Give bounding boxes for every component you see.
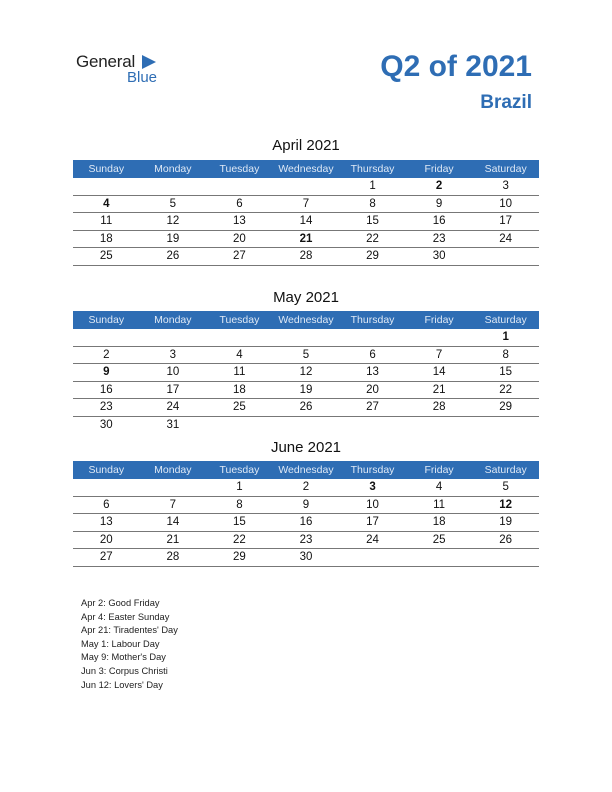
holiday-item: May 9: Mother's Day [81,652,166,663]
calendar-day: 2 [73,346,140,364]
calendar-day: 15 [472,364,539,382]
calendar-day: 1 [206,479,273,496]
calendar-day: 15 [339,213,406,231]
calendar-day: 11 [406,496,473,514]
calendar-day: 30 [99,418,113,431]
calendar-day: 28 [406,399,473,417]
calendar-day: 12 [273,364,340,382]
calendar-empty-cell [472,416,539,433]
calendar-day-holiday: 9 [73,364,140,382]
calendar-day: 16 [73,381,140,399]
calendar-day: 27 [339,399,406,417]
calendar-empty-cell [273,178,340,195]
calendar-day: 4 [206,346,273,364]
holiday-item: Apr 21: Tiradentes' Day [81,625,178,636]
calendar-day: 6 [339,346,406,364]
weekday-header-friday: Friday [406,160,473,178]
calendar-day: 24 [140,399,207,417]
calendar-day: 16 [273,514,340,532]
holiday-item: Jun 12: Lovers' Day [81,679,163,690]
calendar-day: 23 [406,230,473,248]
calendar-day: 1 [339,178,406,195]
weekday-header-saturday: Saturday [472,461,539,479]
calendar-week-row [73,531,539,549]
calendar-day: 28 [140,549,207,567]
calendar-week-row [73,230,539,248]
weekday-header-sunday: Sunday [73,160,140,178]
calendar-day: 14 [406,364,473,382]
calendar-day: 5 [140,195,207,213]
calendar-day: 20 [206,230,273,248]
calendar-empty-cell [406,549,473,567]
calendar-empty-cell [339,416,406,433]
calendar-day-holiday: 1 [472,329,539,346]
calendar-day: 21 [406,381,473,399]
calendar-day: 3 [472,178,539,195]
calendar-empty-cell [406,416,473,433]
calendar-may [73,311,539,433]
calendar-empty-cell [273,416,340,433]
calendar-empty-cell [339,549,406,567]
calendar-day: 29 [339,248,406,266]
weekday-header-tuesday: Tuesday [206,461,273,479]
calendar-day: 26 [140,248,207,266]
calendar-day: 25 [73,248,140,266]
calendar-day: 9 [273,496,340,514]
holiday-item: Jun 3: Corpus Christi [81,665,168,676]
calendar-day: 27 [206,248,273,266]
calendar-day: 16 [406,213,473,231]
calendar-day: 8 [472,346,539,364]
calendar-week-row [73,514,539,532]
calendar-day: 6 [206,195,273,213]
calendar-empty-cell [73,329,140,346]
calendar-week-row [73,195,539,213]
calendar-day: 13 [339,364,406,382]
calendar-day: 22 [339,230,406,248]
weekday-header-wednesday: Wednesday [273,311,340,329]
calendar-day: 22 [472,381,539,399]
calendar-day: 14 [273,213,340,231]
calendar-day: 13 [73,514,140,532]
calendar-day: 8 [206,496,273,514]
logo-text-blue: Blue [127,69,158,86]
weekday-header-tuesday: Tuesday [206,160,273,178]
calendar-day: 19 [472,514,539,532]
calendar-week-row [73,178,539,195]
calendar-day: 5 [273,346,340,364]
calendar-day: 24 [339,531,406,549]
calendar-week-row [73,213,539,231]
weekday-header-thursday: Thursday [339,461,406,479]
calendar-day: 25 [406,531,473,549]
calendar-day: 24 [472,230,539,248]
month-title-may: May 2021 [273,289,339,306]
calendar-day: 17 [339,514,406,532]
calendar-day: 11 [206,364,273,382]
calendar-week-row [73,364,539,382]
weekday-header-wednesday: Wednesday [273,160,340,178]
calendar-week-row [73,479,539,496]
calendar-day: 20 [73,531,140,549]
country-name: Brazil [480,92,532,113]
calendar-day: 13 [206,213,273,231]
calendar-day: 10 [339,496,406,514]
calendar-day: 10 [140,364,207,382]
weekday-header-wednesday: Wednesday [273,461,340,479]
calendar-day: 5 [472,479,539,496]
calendar-day: 17 [472,213,539,231]
calendar-day: 26 [472,531,539,549]
calendar-week-row [73,381,539,399]
weekday-header-saturday: Saturday [472,160,539,178]
calendar-day: 26 [273,399,340,417]
calendar-day: 2 [273,479,340,496]
calendar-week-row [73,416,539,433]
calendar-day: 6 [73,496,140,514]
holiday-item: May 1: Labour Day [81,638,160,649]
calendar-day-holiday: 12 [472,496,539,514]
holiday-item: Apr 4: Easter Sunday [81,611,170,622]
calendar-week-row [73,248,539,266]
calendar-day: 4 [406,479,473,496]
calendar-empty-cell [472,549,539,567]
holiday-list [81,597,178,692]
calendar-empty-cell [73,479,140,496]
calendar-day: 18 [206,381,273,399]
weekday-header-tuesday: Tuesday [206,311,273,329]
calendar-april [73,160,539,266]
calendar-day: 18 [73,230,140,248]
logo-text-general: General [76,52,136,71]
weekday-header-thursday: Thursday [339,160,406,178]
calendar-day: 25 [206,399,273,417]
calendar-day: 30 [273,549,340,567]
calendar-day: 21 [140,531,207,549]
calendar-day: 11 [73,213,140,231]
calendar-empty-cell [406,329,473,346]
calendar-week-row [73,329,539,346]
calendar-day-holiday: 21 [273,230,340,248]
calendar-empty-cell [339,329,406,346]
calendar-empty-cell [140,178,207,195]
calendar-day: 12 [140,213,207,231]
weekday-header-monday: Monday [140,311,207,329]
holiday-item: Apr 2: Good Friday [81,598,160,608]
weekday-header-thursday: Thursday [339,311,406,329]
calendar-day: 7 [406,346,473,364]
calendar-day: 30 [406,248,473,266]
weekday-header-sunday: Sunday [73,461,140,479]
calendar-week-row [73,549,539,567]
calendar-empty-cell [140,329,207,346]
calendar-day: 28 [273,248,340,266]
weekday-header-friday: Friday [406,311,473,329]
calendar-empty-cell [140,479,207,496]
calendar-day: 7 [273,195,340,213]
calendar-day-holiday: 3 [339,479,406,496]
calendar-empty-cell [472,248,539,266]
calendar-week-row [73,496,539,514]
calendar-day: 22 [206,531,273,549]
weekday-header-monday: Monday [140,160,207,178]
calendar-week-row [73,399,539,417]
calendar-day-holiday: 2 [406,178,473,195]
calendar-day: 10 [472,195,539,213]
generalblue-logo [76,52,176,88]
calendar-empty-cell [73,178,140,195]
weekday-header-sunday: Sunday [73,311,140,329]
calendar-day: 31 [166,418,180,431]
month-title-june: June 2021 [270,439,342,456]
calendar-day: 18 [406,514,473,532]
calendar-day: 15 [206,514,273,532]
calendar-day: 23 [273,531,340,549]
calendar-day: 17 [140,381,207,399]
calendar-day: 7 [140,496,207,514]
calendar-day: 3 [140,346,207,364]
weekday-header-friday: Friday [406,461,473,479]
calendar-day: 23 [73,399,140,417]
calendar-empty-cell [273,329,340,346]
logo-flag-icon [142,55,156,69]
calendar-day: 8 [339,195,406,213]
calendar-day: 20 [339,381,406,399]
calendar-day-holiday: 4 [73,195,140,213]
calendar-day: 29 [472,399,539,417]
calendar-week-row [73,346,539,364]
month-title-april: April 2021 [272,137,340,154]
weekday-header-saturday: Saturday [472,311,539,329]
calendar-day: 19 [140,230,207,248]
calendar-day: 19 [273,381,340,399]
calendar-empty-cell [206,416,273,433]
calendar-empty-cell [206,329,273,346]
calendar-day: 9 [406,195,473,213]
weekday-header-monday: Monday [140,461,207,479]
calendar-empty-cell [206,178,273,195]
calendar-june [73,461,539,567]
calendar-day: 14 [140,514,207,532]
calendar-day: 27 [73,549,140,567]
quarter-title: Q2 of 2021 [380,50,532,83]
calendar-day: 29 [206,549,273,567]
